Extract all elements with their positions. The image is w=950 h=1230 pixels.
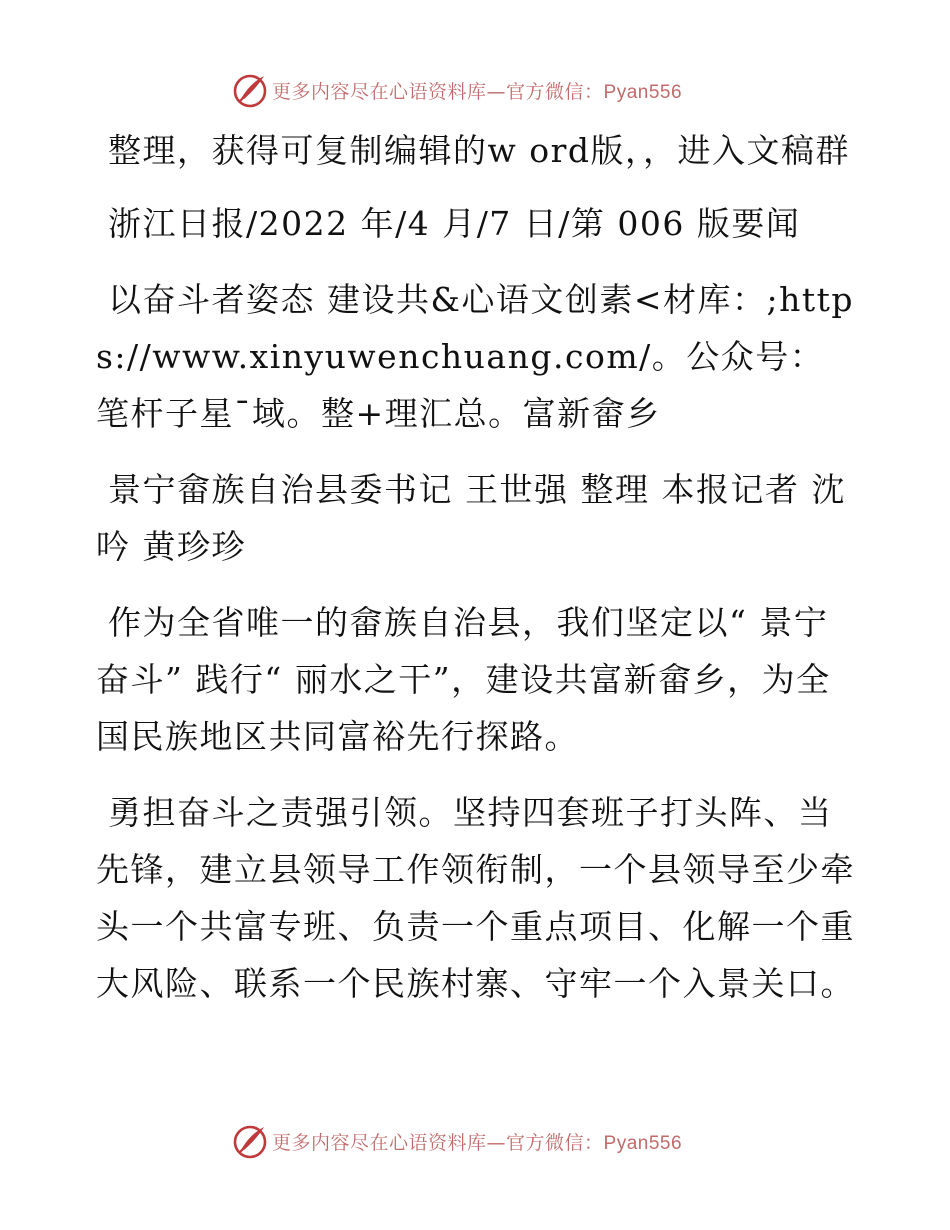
article-body: [96, 122, 856, 1012]
paragraph-byline: 景宁畲族自治县委书记 王世强 整理 本报记者 沈吟 黄珍珍: [96, 470, 846, 566]
header-watermark-banner: [232, 70, 682, 110]
quill-logo-icon: [232, 1123, 268, 1159]
paragraph-article-title: 以奋斗者姿态 建设共&心语文创素<材库：;https://www.xinyuwenchuang.com/。公众号：笔杆子星¯域。整+理汇总。富新畲乡: [96, 280, 855, 433]
paragraph-intro-note: 整理，获得可复制编辑的w ord版，，进入文稿群: [108, 131, 851, 170]
quill-logo-icon: [232, 72, 268, 108]
paragraph-body: 勇担奋斗之责强引领。坚持四套班子打头阵、当先锋，建立县领导工作领衔制，一个县领导至少牵头一个共富专班、负责一个重点项目、化解一个重大风险、联系一个民族村寨、守牢一个入景关口。: [96, 793, 855, 1003]
header-banner-text: 更多内容尽在心语资料库—官方微信：Pyan556: [272, 80, 683, 103]
paragraph-lead: 作为全省唯一的畲族自治县，我们坚定以“ 景宁奋斗” 践行“ 丽水之干”，建设共富新畲乡，为全国民族地区共同富裕先行探路。: [96, 603, 831, 756]
paragraph-source-date: 浙江日报/2022 年/4 月/7 日/第 006 版要闻: [108, 204, 801, 243]
footer-banner-text: 更多内容尽在心语资料库—官方微信：Pyan556: [272, 1131, 683, 1154]
footer-watermark-banner: [232, 1121, 682, 1161]
